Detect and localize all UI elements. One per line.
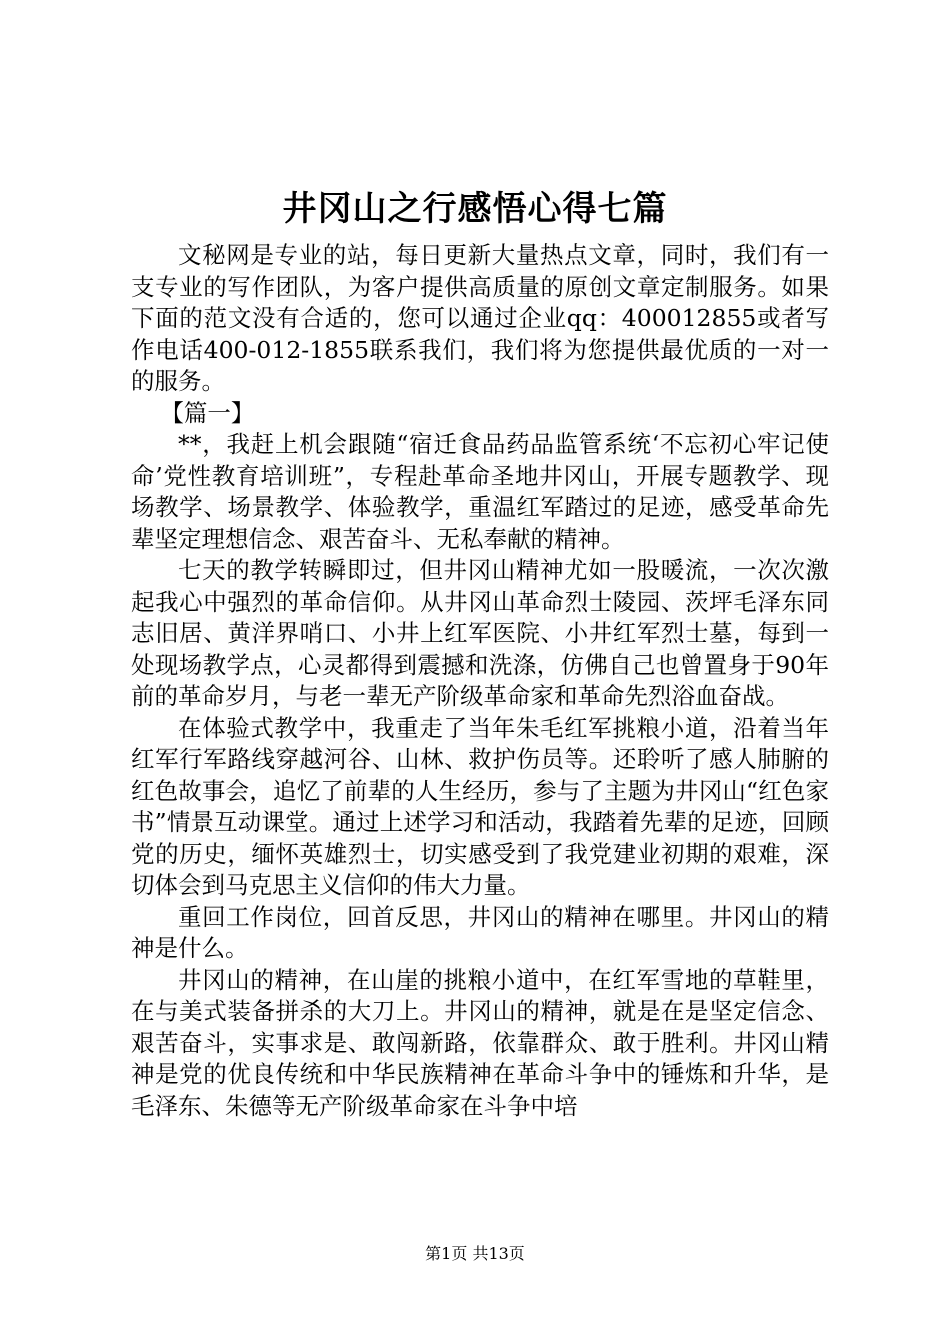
- document-body: [131, 240, 829, 1122]
- body-paragraph: **，我赶上机会跟随“宿迁食品药品监管系统‘不忘初心牢记使命’党性教育培训班”，专程赴革命圣地井冈山，开展专题教学、现场教学、场景教学、体验教学，重温红军踏过的足迹，感受革命先辈坚定理想信念、艰苦奋斗、无私奉献的精神。: [131, 430, 829, 553]
- body-paragraph: 七天的教学转瞬即过，但井冈山精神尤如一股暖流，一次次激起我心中强烈的革命信仰。从井冈山革命烈士陵园、茨坪毛泽东同志旧居、黄洋界哨口、小井上红军医院、小井红军烈士墓，每到一处现场教学点，心灵都得到震撼和洗涤，仿佛自己也曾置身于90年前的革命岁月，与老一辈无产阶级革命家和革命先烈浴血奋战。: [131, 556, 829, 710]
- page-number-footer: 第1页 共13页: [425, 1244, 525, 1263]
- body-paragraph: 井冈山的精神，在山崖的挑粮小道中，在红军雪地的草鞋里，在与美式装备拼杀的大刀上。井冈山的精神，就是在是坚定信念、艰苦奋斗，实事求是、敢闯新路，依靠群众、敢于胜利。井冈山精神是党的优良传统和中华民族精神在革命斗争中的锤炼和升华，是毛泽东、朱德等无产阶级革命家在斗争中培: [131, 965, 829, 1120]
- body-paragraph: 在体验式教学中，我重走了当年朱毛红军挑粮小道，沿着当年红军行军路线穿越河谷、山林、救护伤员等。还聆听了感人肺腑的红色故事会，追忆了前辈的人生经历，参与了主题为井冈山“红色家书”情景互动课堂。通过上述学习和活动，我踏着先辈的足迹，回顾党的历史，缅怀英雄烈士，切实感受到了我党建业初期的艰难，深切体会到马克思主义信仰的伟大力量。: [131, 713, 829, 899]
- document-title: 井冈山之行感悟心得七篇: [282, 189, 668, 229]
- body-paragraph: 重回工作岗位，回首反思，井冈山的精神在哪里。井冈山的精神是什么。: [131, 902, 829, 962]
- intro-paragraph: 文秘网是专业的站，每日更新大量热点文章，同时，我们有一支专业的写作团队，为客户提供高质量的原创文章定制服务。如果下面的范文没有合适的，您可以通过企业qq：400012855或者写作电话400-012-1855联系我们，我们将为您提供最优质的一对一的服务。: [131, 241, 829, 395]
- section-heading: 【篇一】: [160, 398, 255, 427]
